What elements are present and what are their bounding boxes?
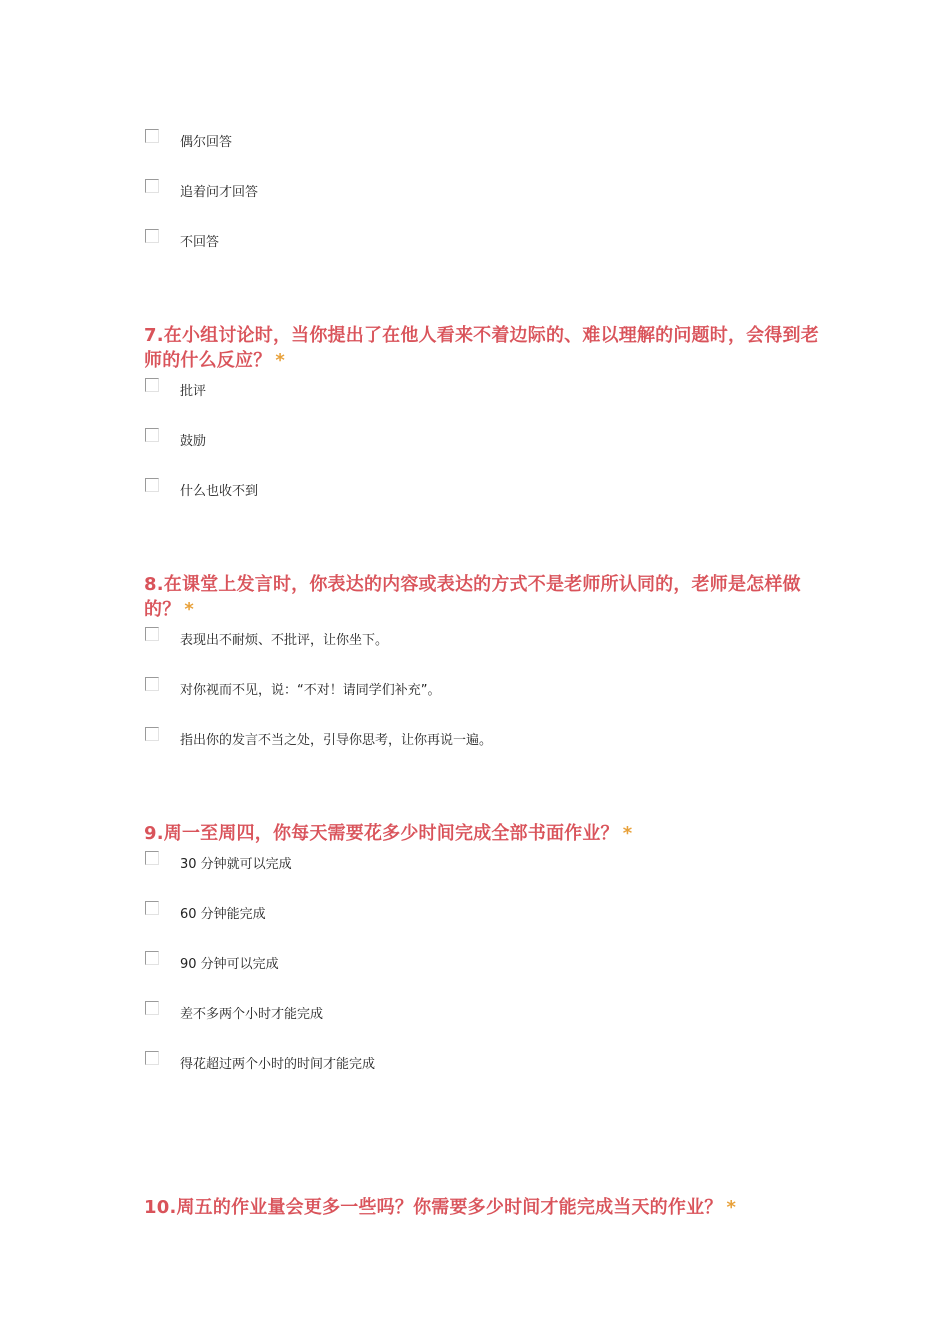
option-row[interactable] — [144, 627, 824, 677]
option-row[interactable] — [144, 378, 824, 428]
option-label: 偶尔回答 — [180, 135, 233, 150]
option-row[interactable] — [144, 677, 824, 727]
option-label: 指出你的发言不当之处，引导你思考，让你再说一遍。 — [180, 733, 493, 748]
checkbox[interactable] — [145, 179, 159, 193]
option-row[interactable] — [144, 179, 824, 229]
option-row[interactable] — [144, 229, 824, 279]
checkbox[interactable] — [145, 378, 159, 392]
checkbox[interactable] — [145, 129, 159, 143]
option-label: 表现出不耐烦、不批评，让你坐下。 — [180, 633, 389, 648]
checkbox[interactable] — [145, 1051, 159, 1065]
option-label: 不回答 — [180, 235, 220, 250]
required-mark: * — [184, 599, 195, 620]
option-label: 批评 — [180, 384, 207, 399]
option-label: 30 分钟就可以完成 — [180, 857, 292, 872]
required-mark: * — [275, 350, 286, 371]
question-9 — [144, 821, 824, 1101]
question-6-continued — [144, 129, 824, 279]
question-8 — [144, 572, 824, 777]
option-row[interactable] — [144, 478, 824, 528]
question-title-text: 8.在课堂上发言时，你表达的内容或表达的方式不是老师所认同的，老师是怎样做的？ — [144, 574, 801, 620]
option-row[interactable] — [144, 951, 824, 1001]
checkbox[interactable] — [145, 229, 159, 243]
question-title — [144, 821, 824, 846]
checkbox[interactable] — [145, 851, 159, 865]
question-title — [144, 572, 824, 622]
required-mark: * — [726, 1197, 737, 1218]
checkbox[interactable] — [145, 951, 159, 965]
option-row[interactable] — [144, 428, 824, 478]
option-label: 90 分钟可以完成 — [180, 957, 279, 972]
option-label: 什么也收不到 — [180, 484, 259, 499]
question-title — [144, 1195, 824, 1220]
option-label: 追着问才回答 — [180, 185, 259, 200]
option-label: 60 分钟能完成 — [180, 907, 266, 922]
question-title-text: 10.周五的作业量会更多一些吗？你需要多少时间才能完成当天的作业？ — [144, 1197, 723, 1218]
checkbox[interactable] — [145, 428, 159, 442]
checkbox[interactable] — [145, 1001, 159, 1015]
option-label: 差不多两个小时才能完成 — [180, 1007, 324, 1022]
option-row[interactable] — [144, 727, 824, 777]
question-10 — [144, 1195, 824, 1225]
option-label: 得花超过两个小时的时间才能完成 — [180, 1057, 376, 1072]
option-row[interactable] — [144, 1001, 824, 1051]
question-title-text: 9.周一至周四，你每天需要花多少时间完成全部书面作业？ — [144, 823, 619, 844]
option-row[interactable] — [144, 129, 824, 179]
checkbox[interactable] — [145, 478, 159, 492]
option-label: 对你视而不见，说：“不对！请同学们补充”。 — [180, 683, 441, 698]
option-row[interactable] — [144, 1051, 824, 1101]
checkbox[interactable] — [145, 627, 159, 641]
checkbox[interactable] — [145, 901, 159, 915]
checkbox[interactable] — [145, 727, 159, 741]
question-7 — [144, 323, 824, 528]
checkbox[interactable] — [145, 677, 159, 691]
option-row[interactable] — [144, 851, 824, 901]
required-mark: * — [622, 823, 633, 844]
option-row[interactable] — [144, 901, 824, 951]
question-title — [144, 323, 824, 373]
option-label: 鼓励 — [180, 434, 207, 449]
question-title-text: 7.在小组讨论时，当你提出了在他人看来不着边际的、难以理解的问题时，会得到老师的什么反应？ — [144, 325, 819, 371]
